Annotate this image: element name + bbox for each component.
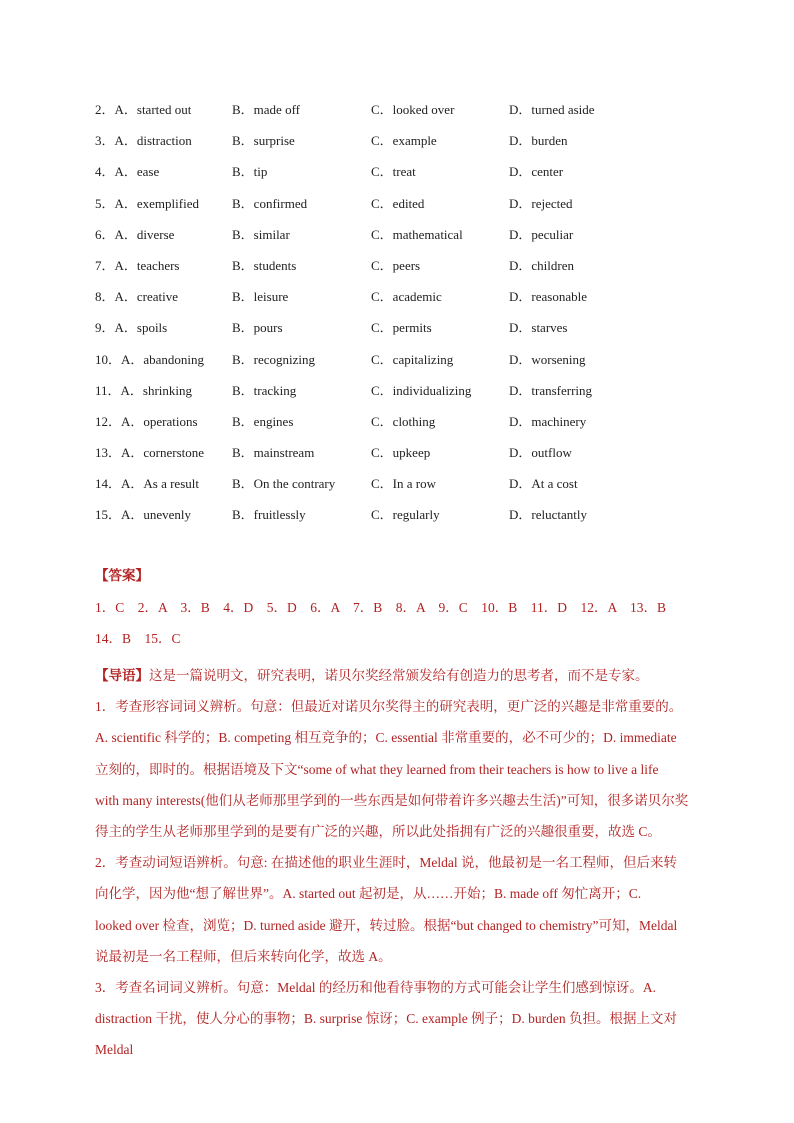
option-a: 15．A．unevenly: [95, 507, 192, 523]
option-b: B．similar: [232, 226, 290, 242]
option-b: B．tip: [232, 164, 268, 180]
answer-section: [95, 566, 715, 649]
option-c: C．example: [371, 133, 437, 149]
option-a: 6．A．diverse: [95, 226, 175, 242]
option-b: B．On the contrary: [232, 476, 336, 492]
explanation-line: with many interests(他们从老师那里学到的一些东西是如何带着许多兴趣去生活)”可知，很多诺贝尔奖: [95, 792, 689, 808]
option-b: B．engines: [232, 413, 294, 429]
option-a: 12．A．operations: [95, 413, 198, 429]
option-d: D．rejected: [509, 195, 573, 211]
intro-tag: 【导语】: [95, 668, 149, 683]
option-d: D．machinery: [509, 413, 587, 429]
option-c: C．permits: [371, 320, 432, 336]
option-b: B．students: [232, 257, 297, 273]
option-b: B．pours: [232, 320, 283, 336]
option-a: 3．A．distraction: [95, 133, 192, 149]
explanation-line: 得主的学生从老师那里学到的是要有广泛的兴趣，所以此处指拥有广泛的兴趣很重要，故选 C。: [95, 824, 661, 840]
option-c: C．clothing: [371, 413, 436, 429]
answer-header: 【答案】: [95, 568, 149, 583]
option-b: B．leisure: [232, 289, 289, 305]
question-row: [95, 474, 735, 505]
option-b: B．confirmed: [232, 195, 308, 211]
answer-key-line: 1．C 2．A 3．B 4．D 5．D 6．A 7．B 8．A 9．C 10．B 11．D 12．A 13．B: [95, 600, 667, 615]
analysis-section: [95, 660, 707, 1066]
option-c: C．treat: [371, 164, 416, 180]
question-row: [95, 100, 735, 131]
option-d: D．transferring: [509, 382, 593, 398]
explanation-line: 立刻的，即时的。根据语境及下文“some of what they learned from their teachers is how to live a life: [95, 761, 659, 777]
question-row: [95, 412, 735, 443]
option-c: C．peers: [371, 257, 421, 273]
explanation-line: 1．考查形容词词义辨析。句意：但最近对诺贝尔奖得主的研究表明，更广泛的兴趣是非常重要的。: [95, 699, 683, 715]
question-row: [95, 505, 735, 536]
question-row: [95, 256, 735, 287]
option-a: 5．A．exemplified: [95, 195, 199, 211]
explanation-line: 2．考查动词短语辨析。句意: 在描述他的职业生涯时，Meldal 说，他最初是一名工程师，但后来转: [95, 855, 677, 871]
option-d: D．burden: [509, 133, 568, 149]
intro-paragraph: 【导语】这是一篇说明文，研究表明，诺贝尔奖经常颁发给有创造力的思考者，而不是专家。: [95, 668, 649, 683]
explanation-line: 说最初是一名工程师，但后来转向化学，故选 A。: [95, 948, 392, 964]
question-row: [95, 287, 735, 318]
question-row: [95, 131, 735, 162]
option-a: 9．A．spoils: [95, 320, 168, 336]
option-d: D．At a cost: [509, 476, 578, 492]
question-row: [95, 443, 735, 474]
option-a: 10．A．abandoning: [95, 351, 205, 367]
option-a: 2．A．started out: [95, 102, 192, 117]
option-b: B．made off: [232, 102, 300, 117]
option-c: C．mathematical: [371, 226, 463, 242]
option-b: B．recognizing: [232, 351, 316, 367]
answer-key-line: 14．B 15．C: [95, 631, 181, 646]
option-a: 8．A．creative: [95, 289, 179, 305]
option-c: C．upkeep: [371, 445, 431, 461]
option-d: D．peculiar: [509, 226, 574, 242]
option-a: 7．A．teachers: [95, 257, 180, 273]
explanation-line: 向化学，因为他“想了解世界”。A. started out 起初是，从……开始；B. made off 匆忙离开；C.: [95, 886, 642, 902]
option-b: B．tracking: [232, 382, 297, 398]
question-row: [95, 162, 735, 193]
explanation-line: looked over 检查，浏览；D. turned aside 避开，转过脸。根据“but changed to chemistry”可知，Meldal: [95, 917, 678, 933]
option-d: D．reluctantly: [509, 507, 587, 523]
explanation-line: A. scientific 科学的；B. competing 相互竞争的；C. essential 非常重要的，必不可少的；D. immediate: [95, 730, 677, 746]
option-d: D．outflow: [509, 445, 572, 461]
option-d: D．starves: [509, 320, 568, 336]
option-a: 4．A．ease: [95, 164, 160, 180]
question-row: [95, 225, 735, 256]
option-c: C．regularly: [371, 507, 440, 523]
explanation-line: distraction 干扰，使人分心的事物；B. surprise 惊讶；C. example 例子；D. burden 负担。根据上文对 Meldal: [95, 1011, 677, 1058]
option-a: 11．A．shrinking: [95, 382, 193, 398]
option-d: D．turned aside: [509, 102, 595, 117]
option-c: C．In a row: [371, 476, 436, 492]
question-row: [95, 381, 735, 412]
option-c: C．looked over: [371, 102, 455, 117]
question-row: [95, 194, 735, 225]
option-d: D．worsening: [509, 351, 586, 367]
options-table: [95, 100, 735, 537]
option-b: B．mainstream: [232, 445, 315, 461]
question-row: [95, 350, 735, 381]
option-d: D．center: [509, 164, 564, 180]
option-d: D．reasonable: [509, 289, 587, 305]
explanation-line: 3．考查名词词义辨析。句意：Meldal 的经历和他看待事物的方式可能会让学生们感到惊讶。A.: [95, 980, 656, 996]
option-b: B．fruitlessly: [232, 507, 306, 523]
option-b: B．surprise: [232, 133, 295, 149]
option-a: 14．A．As a result: [95, 476, 199, 492]
option-c: C．capitalizing: [371, 351, 454, 367]
option-c: C．academic: [371, 289, 442, 305]
question-row: [95, 318, 735, 349]
option-d: D．children: [509, 257, 574, 273]
option-c: C．edited: [371, 195, 425, 211]
option-c: C．individualizing: [371, 382, 472, 398]
option-a: 13．A．cornerstone: [95, 445, 205, 461]
